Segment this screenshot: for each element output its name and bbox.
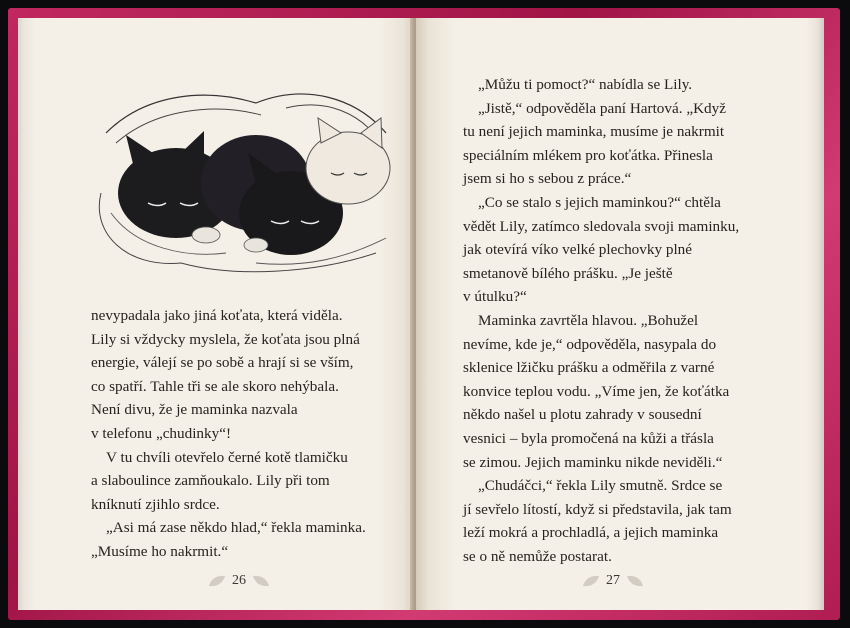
text-line: se zimou. Jejich maminku nikde neviděli.“ <box>463 453 723 471</box>
text-line: vědět Lily, zatímco sledovala svoji maminku, <box>463 217 740 235</box>
left-page-text <box>91 304 391 564</box>
text-line: jí sevřelo lítostí, když si představila, jak tam <box>463 500 732 518</box>
left-page <box>18 18 414 610</box>
page-number: 27 <box>606 573 620 588</box>
text-line: „Chudáčci,“ řekla Lily smutně. Srdce se <box>478 477 723 495</box>
text-line: sklenice lžičku prášku a odměřila z varné <box>463 359 715 377</box>
text-line: „Musíme ho nakrmit.“ <box>91 542 229 560</box>
leaf-icon <box>252 574 270 588</box>
text-line: jsem si ho s sebou z práce.“ <box>463 170 632 188</box>
right-page-text <box>463 73 783 568</box>
right-page <box>416 18 824 610</box>
text-line: speciálním mlékem pro koťátka. Přinesla <box>463 146 713 164</box>
text-line: kníknutí zjihlo srdce. <box>91 495 220 513</box>
page-number: 26 <box>232 573 246 588</box>
text-line: „Asi má zase někdo hlad,“ řekla maminka. <box>106 519 366 537</box>
sleeping-kittens-illustration <box>86 73 406 283</box>
text-line: „Jistě,“ odpověděla paní Hartová. „Když <box>478 99 726 117</box>
text-line: Maminka zavrtěla hlavou. „Bohužel <box>478 311 699 329</box>
page-number-left <box>208 573 270 589</box>
text-line: v útulku?“ <box>463 288 527 306</box>
text-line: nevíme, kde je,“ odpověděla, nasypala do <box>463 335 717 353</box>
text-line: se o ně nemůže postarat. <box>463 547 612 565</box>
text-line: Lily si vždycky myslela, že koťata jsou plná <box>91 330 360 348</box>
text-line: co spatří. Tahle tři se ale skoro nehýbala. <box>91 377 339 395</box>
leaf-icon <box>208 574 226 588</box>
text-line: smetanově bílého prášku. „Je ještě <box>463 264 673 282</box>
text-line: Není divu, že je maminka nazvala <box>91 401 298 419</box>
text-line: energie, válejí se po sobě a hrají si se vším, <box>91 354 354 372</box>
text-line: nevypadala jako jiná koťata, která viděla. <box>91 307 343 324</box>
text-line: „Co se stalo s jejich maminkou?“ chtěla <box>478 193 721 211</box>
leaf-icon <box>626 574 644 588</box>
leaf-icon <box>582 574 600 588</box>
text-line: a slaboulince zamňoukalo. Lily při tom <box>91 472 330 490</box>
text-line: „Můžu ti pomoct?“ nabídla se Lily. <box>478 76 693 93</box>
text-line: leží mokrá a prochladlá, a jejich maminka <box>463 524 719 542</box>
text-line: jak otevírá víko velké plechovky plné <box>463 241 693 259</box>
text-line: V tu chvíli otevřelo černé kotě tlamičku <box>106 448 348 466</box>
text-line: vesnici – byla promočená na kůži a třásla <box>463 429 714 447</box>
page-number-right <box>582 573 644 589</box>
text-line: tu není jejich maminka, musíme je nakrmit <box>463 123 725 141</box>
text-line: někdo našel u plotu zahrady v sousední <box>463 406 702 424</box>
text-line: konvice teplou vodu. „Víme jen, že koťátka <box>463 382 730 400</box>
text-line: v telefonu „chudinky“! <box>91 424 232 442</box>
